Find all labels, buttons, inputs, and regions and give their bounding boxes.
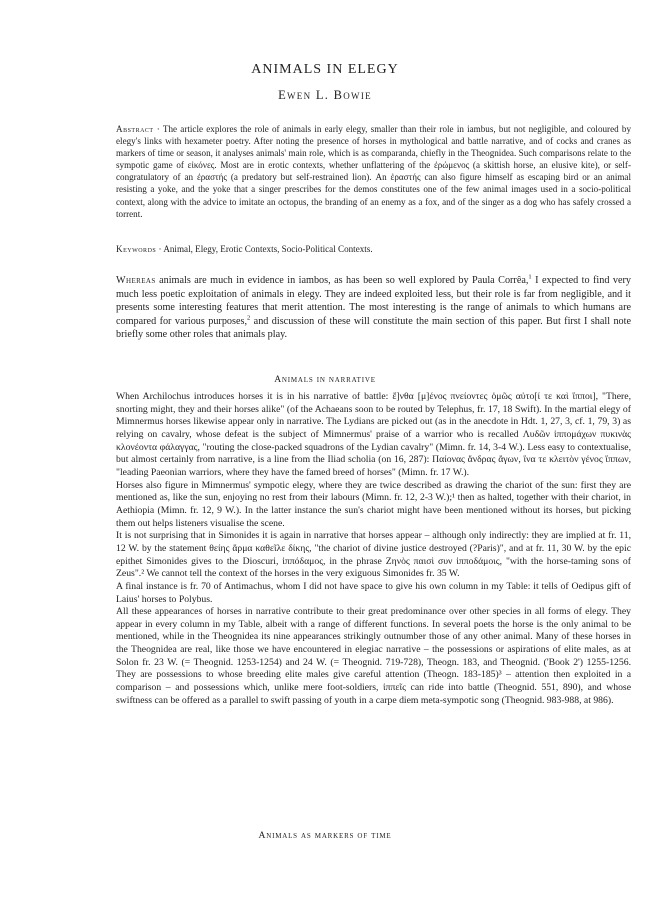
section-heading-time: Animals as markers of time bbox=[258, 830, 392, 841]
keywords-label: Keywords bbox=[116, 244, 157, 254]
abstract-text: The article explores the role of animals in early elegy, smaller than their role in iambus, but not negligible, and coloured by elegy's links with hexameter poetry. After noting the presence of horses in mythological and battle narrative, and of cocks and cranes as markers of time or season, it analyses animals' main role, which is as comparanda, chiefly in the Theognidea. Such comparisons relate to the sympotic game of εἰκόνες. Most are in erotic contexts, whether unflattering of the ἐρώμενος (a skittish horse, an elusive kite), or self-congratulatory of an ἐραστής (a predatory but self-restrained lion). An ἐραστής can also figure himself as escaping bird or an animal resisting a yoke, and the yoke that a singer prescribes for the demos constitutes one of the few animal images used in a socio-political context, along with the advice to imitate an octopus, the branding of an enemy as a fox, and of the singer as a dog who has safely crossed a torrent. bbox=[116, 124, 631, 219]
abstract-separator: · bbox=[153, 124, 163, 134]
article-title: ANIMALS IN ELEGY bbox=[251, 62, 399, 77]
intro-text-part2: I expected to find very much less poetic exploitation of animals in elegy. They are indeed exploited less, but their role is far from negligible, and it presents some interesting features that merit attention. The most interesting is the range of animals to which humans are compared for various purposes, bbox=[116, 275, 632, 327]
footnote-ref-2[interactable]: 2 bbox=[247, 314, 251, 322]
body-paragraph: When Archilochus introduces horses it is in his narrative of battle: ἔ]νθα [μ]ένος πνείοντες ὁμῶς αὐτο[ί τε καὶ ἵπποι], "There, snorting might, they and their horses alike" (of the Achaeans soon to be routed by Telephus, fr. 17, 18 Swift). In the martial elegy of Mimnermus horses likewise appear only in narrative. The Lydians are picked out (as in the anecdote in Hdt. 1, 27, 3, cf. 1, 79, 3) as relying on cavalry, whose defeat is the subject of Mimnermus' praise of a warrior who is recalled Λυδῶν ἱππομάχων πυκινὰς κλονέοντα φάλαγγας, "routing the close-packed squadrons of the Lydian cavalry" (Mimn. fr. 14, 3-4 W.). Less easy to contextualise, but almost certainly from narrative, is a line from the Iliad scholia (on 16, 287): Παίονας ἄνδρας ἄγων, ἵνα τε κλειτὸν γένος ἵππων, "leading Paeonian warriors, where they have the famed breed of horses" (Mimn. fr. 17 W.). bbox=[116, 391, 631, 478]
abstract-label: Abstract bbox=[116, 124, 154, 134]
intro-text-part3: and discussion of these will constitute the main section of this paper. But first I shall note briefly some other roles that animals play. bbox=[116, 315, 631, 341]
section-body-narrative bbox=[116, 391, 631, 707]
body-paragraph: Horses also figure in Mimnermus' sympotic elegy, where they are twice described as drawing the chariot of the sun: first they are mentioned as, like the sun, enjoying no rest from their labours (Mimn. fr. 12, 2-3 W.);¹ then as halted, together with their chariot, in Aethiopia (Mimn. fr. 12, 9 W.). In the latter instance the sun's chariot might have been mentioned without its horses, but picking them out helps listeners visualise the scene. bbox=[116, 479, 631, 529]
author-name: Ewen L. Bowie bbox=[278, 88, 372, 102]
footnote-ref-1[interactable]: 1 bbox=[528, 273, 532, 281]
body-paragraph: It is not surprising that in Simonides it is again in narrative that horses appear – although only indirectly: they are implied at fr. 11, 12 W. by the statement θείης ἅρμα καθεῖλε δίκης, "the chariot of divine justice destroyed (?Paris)", and at fr. 11, 30 W. by the epic epithet Simonides gives to the Dioscuri, ἱππόδαμος, in the phrase Ζηνὸς παισὶ συν ἱπποδάμοις, "with the horse-taming sons of Zeus".² We cannot tell the context of the horses in the very exiguous Simonides fr. 35 W. bbox=[116, 530, 631, 580]
abstract bbox=[116, 123, 631, 220]
intro-paragraph bbox=[116, 274, 631, 342]
section-heading-narrative: Animals in narrative bbox=[274, 374, 376, 385]
keywords-separator: · bbox=[156, 244, 164, 254]
body-paragraph: All these appearances of horses in narrative contribute to their great predominance over other species in all forms of elegy. They appear in every column in my Table, albeit with a range of different functions. In several poets the horse is the only animal to be mentioned, while in the Theognidea its nine appearances strikingly outnumber those of any other animal. Many of these horses in the Theognidea are real, like those we have encountered in elegiac narrative – the possessions or aspirations of elite males, as at Solon fr. 23 W. (= Theognid. 1253-1254) and 24 W. (= Theognid. 719-728), Theogn. 183, and Theognid. ('Book 2') 1255-1256. They are possessions to whose breeding elite males give careful attention (Theogn. 183-185)³ – attention then exploited in a comparison – and possessions which, unlike mere foot-soldiers, ἱππεῖς can ride into battle (Theognid. 551, 890), and whose swiftness can be offered as a parallel to swift passing of youth in a carpe diem meta-sympotic song (Theognid. 983-988, at 986). bbox=[116, 606, 631, 706]
intro-text-part1: animals are much in evidence in iambos, as has been so well explored by Paula Corrêa, bbox=[155, 275, 529, 286]
intro-lead-word: Whereas bbox=[116, 275, 156, 286]
body-paragraph: A final instance is fr. 70 of Antimachus, whom I did not have space to give his own column in my Table: it tells of Oedipus gift of Laius' horses to Polybus. bbox=[116, 580, 631, 605]
keywords bbox=[116, 243, 631, 255]
keywords-text: Animal, Elegy, Erotic Contexts, Socio-Political Contexts. bbox=[163, 244, 373, 254]
